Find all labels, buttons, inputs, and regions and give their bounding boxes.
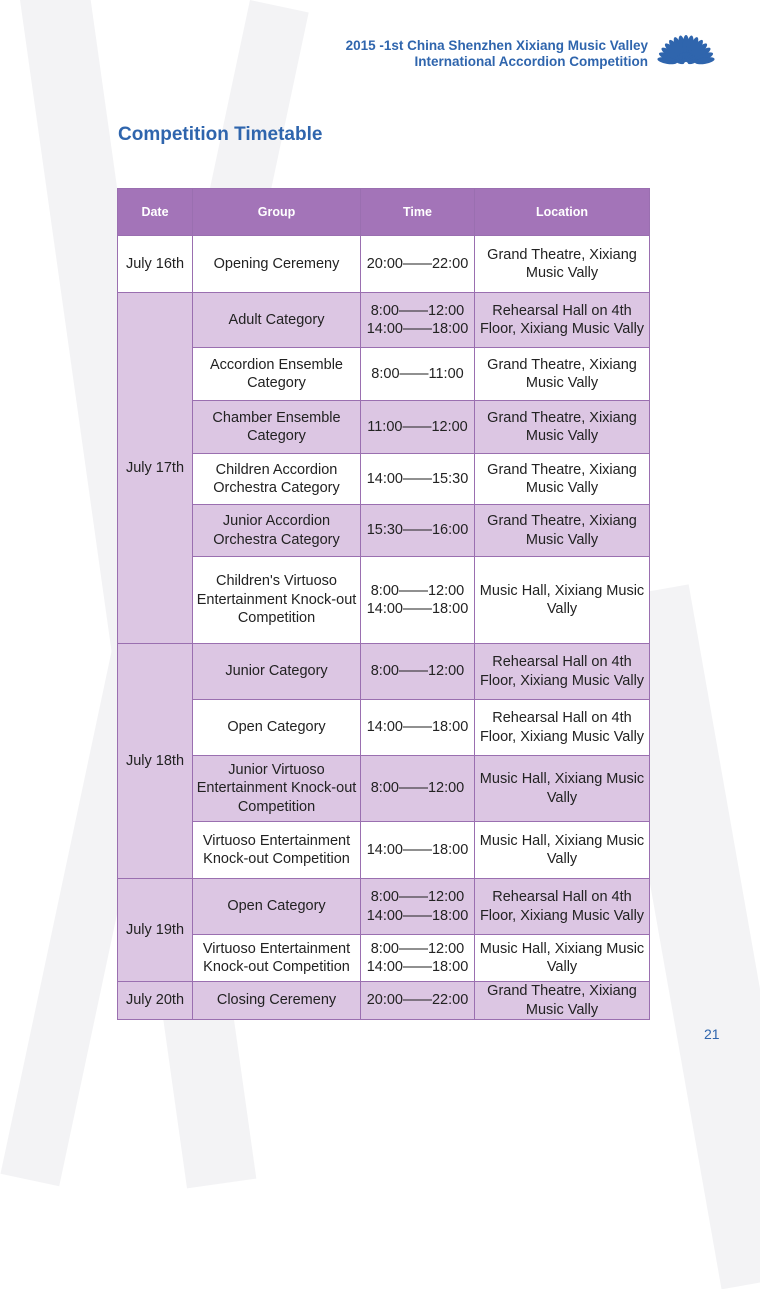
date-cell: July 18th [118, 644, 193, 879]
time-cell: 8:00——12:00 14:00——18:00 [361, 935, 475, 982]
group-cell: Junior Virtuoso Entertainment Knock-out Competition [193, 756, 361, 822]
group-cell: Open Category [193, 700, 361, 756]
location-cell: Music Hall, Xixiang Music Vally [475, 935, 650, 982]
time-cell: 14:00——15:30 [361, 454, 475, 505]
group-cell: Closing Ceremeny [193, 982, 361, 1020]
location-cell: Grand Theatre, Xixiang Music Vally [475, 454, 650, 505]
table-row [118, 293, 650, 348]
time-cell: 20:00——22:00 [361, 982, 475, 1020]
time-cell: 8:00——12:00 14:00——18:00 [361, 879, 475, 935]
date-cell: July 17th [118, 293, 193, 644]
table-row [118, 236, 650, 293]
table-row [118, 348, 650, 401]
group-cell: Children's Virtuoso Entertainment Knock-out Competition [193, 557, 361, 644]
page-title: Competition Timetable [118, 124, 323, 145]
time-cell: 8:00——12:00 [361, 644, 475, 700]
location-cell: Grand Theatre, Xixiang Music Vally [475, 401, 650, 454]
time-cell: 15:30——16:00 [361, 505, 475, 557]
document-header [346, 38, 648, 70]
group-cell: Junior Accordion Orchestra Category [193, 505, 361, 557]
table-row [118, 982, 650, 1020]
table-row [118, 454, 650, 505]
date-cell: July 16th [118, 236, 193, 293]
time-cell: 8:00——12:00 14:00——18:00 [361, 293, 475, 348]
table-row [118, 822, 650, 879]
column-header-time: Time [361, 189, 475, 236]
location-cell: Rehearsal Hall on 4th Floor, Xixiang Music Vally [475, 879, 650, 935]
table-header-row [118, 189, 650, 236]
header-line-1: 2015 -1st China Shenzhen Xixiang Music Valley [345, 38, 648, 53]
group-cell: Virtuoso Entertainment Knock-out Competition [193, 822, 361, 879]
table-row [118, 756, 650, 822]
time-cell: 20:00——22:00 [361, 236, 475, 293]
time-cell: 8:00——12:00 [361, 756, 475, 822]
table-row [118, 401, 650, 454]
time-cell: 14:00——18:00 [361, 700, 475, 756]
location-cell: Grand Theatre, Xixiang Music Vally [475, 982, 650, 1020]
table-row [118, 644, 650, 700]
column-header-location: Location [475, 189, 650, 236]
location-cell: Rehearsal Hall on 4th Floor, Xixiang Music Vally [475, 700, 650, 756]
group-cell: Adult Category [193, 293, 361, 348]
petal-fan-logo-icon [652, 30, 720, 80]
group-cell: Open Category [193, 879, 361, 935]
page-number: 21 [704, 1026, 720, 1042]
group-cell: Chamber Ensemble Category [193, 401, 361, 454]
table-row [118, 935, 650, 982]
location-cell: Grand Theatre, Xixiang Music Vally [475, 348, 650, 401]
header-line-2: International Accordion Competition [414, 54, 648, 69]
location-cell: Music Hall, Xixiang Music Vally [475, 756, 650, 822]
table-row [118, 557, 650, 644]
location-cell: Music Hall, Xixiang Music Vally [475, 557, 650, 644]
group-cell: Accordion Ensemble Category [193, 348, 361, 401]
date-cell: July 19th [118, 879, 193, 982]
column-header-group: Group [193, 189, 361, 236]
location-cell: Grand Theatre, Xixiang Music Vally [475, 505, 650, 557]
location-cell: Rehearsal Hall on 4th Floor, Xixiang Music Vally [475, 644, 650, 700]
group-cell: Junior Category [193, 644, 361, 700]
group-cell: Opening Ceremeny [193, 236, 361, 293]
time-cell: 8:00——12:00 14:00——18:00 [361, 557, 475, 644]
group-cell: Children Accordion Orchestra Category [193, 454, 361, 505]
date-cell: July 20th [118, 982, 193, 1020]
table-row [118, 879, 650, 935]
location-cell: Grand Theatre, Xixiang Music Vally [475, 236, 650, 293]
column-header-date: Date [118, 189, 193, 236]
location-cell: Rehearsal Hall on 4th Floor, Xixiang Music Vally [475, 293, 650, 348]
table-row [118, 700, 650, 756]
timetable [117, 188, 650, 1020]
location-cell: Music Hall, Xixiang Music Vally [475, 822, 650, 879]
time-cell: 11:00——12:00 [361, 401, 475, 454]
time-cell: 8:00——11:00 [361, 348, 475, 401]
table-row [118, 505, 650, 557]
group-cell: Virtuoso Entertainment Knock-out Competition [193, 935, 361, 982]
time-cell: 14:00——18:00 [361, 822, 475, 879]
